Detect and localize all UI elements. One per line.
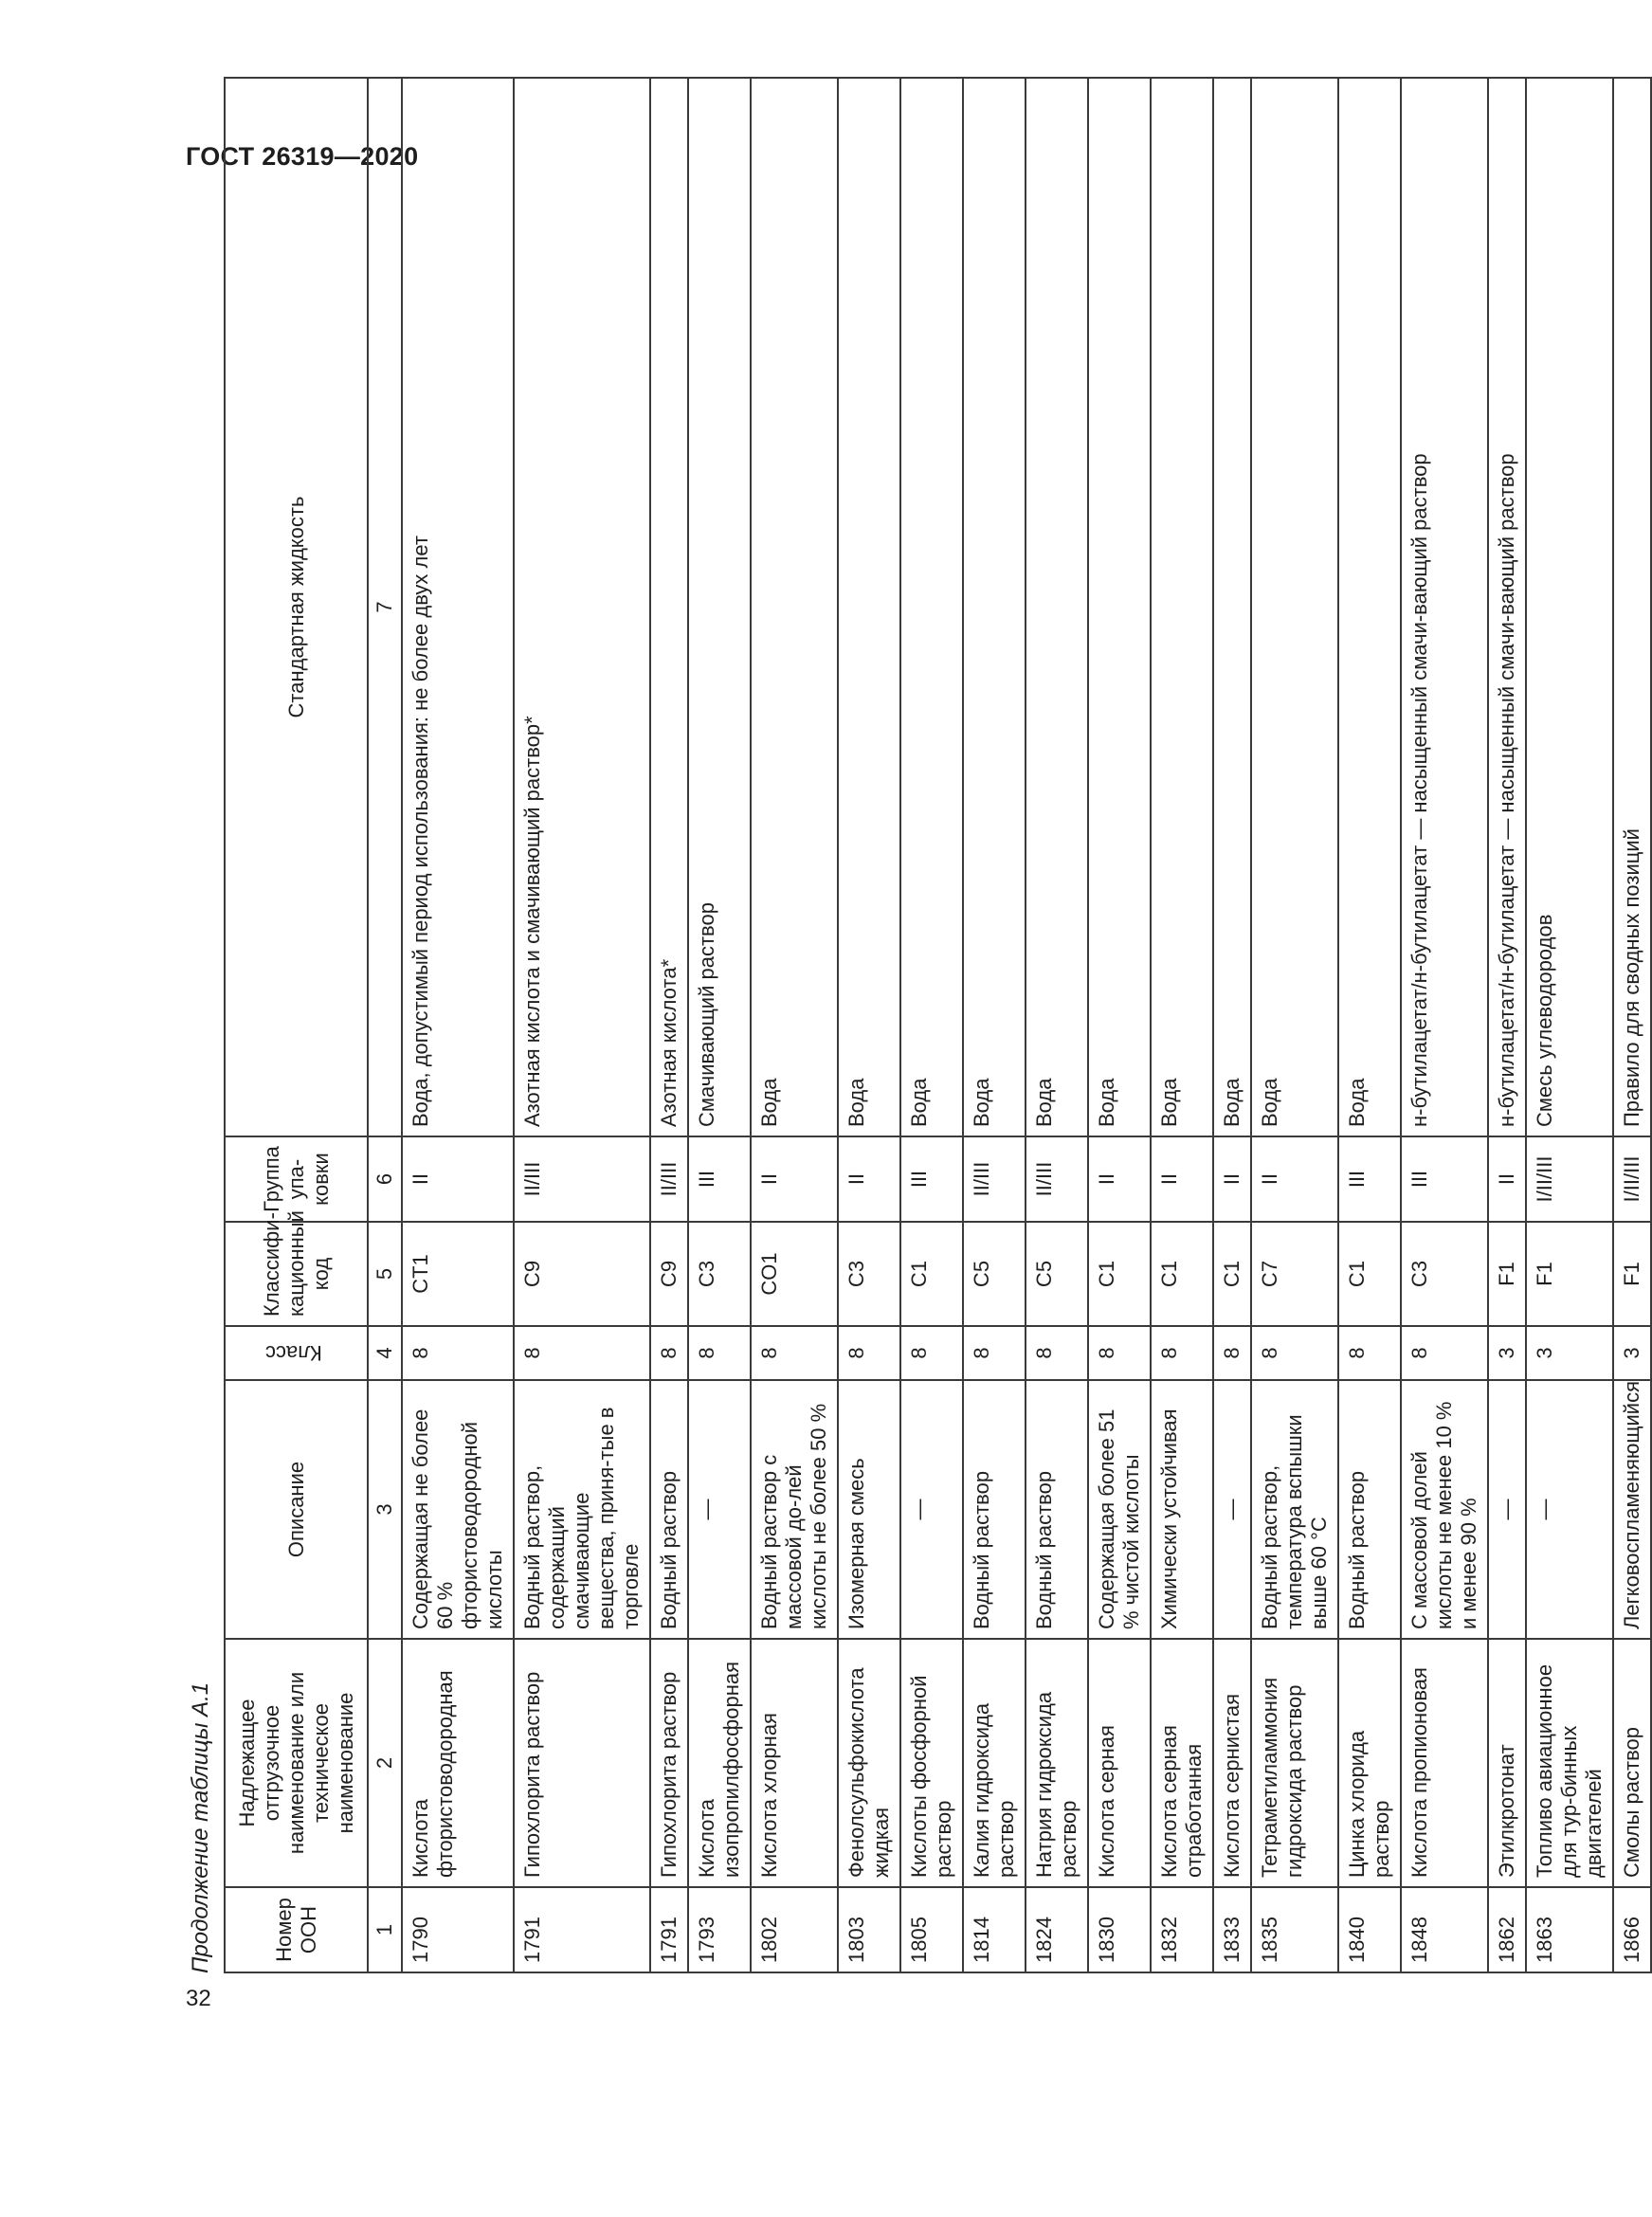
classification-code-cell: CT1	[402, 1222, 514, 1326]
table-row	[963, 78, 1026, 1972]
classification-code-cell: C7	[1251, 1222, 1338, 1326]
table-row	[1401, 78, 1488, 1972]
shipping-name-cell: Кислота серная отработанная	[1151, 1639, 1213, 1887]
standard-liquid-cell: Правило для сводных позиций	[1613, 78, 1651, 1136]
classification-code-cell: C9	[514, 1222, 650, 1326]
standard-liquid-cell: Смачивающий раствор	[688, 78, 751, 1136]
classification-code-cell: C3	[838, 1222, 900, 1326]
standard-liquid-cell: Вода	[838, 78, 900, 1136]
column-number: 3	[368, 1380, 402, 1639]
packing-group-cell: I/II/III	[1526, 1136, 1613, 1222]
shipping-name-cell: Кислота серная	[1088, 1639, 1151, 1887]
un-number-cell: 1814	[963, 1887, 1026, 1972]
standard-liquid-cell: н-бутилацетат/н-бутилацетат — насыщенный смачи-вающий раствор	[1401, 78, 1488, 1136]
shipping-name-cell: Кислота пропионовая	[1401, 1639, 1488, 1887]
description-cell: Водный раствор с массовой до-лей кислоты не более 50 %	[751, 1380, 838, 1639]
class-cell: 8	[1026, 1326, 1088, 1380]
classification-code-cell: C5	[1026, 1222, 1088, 1326]
document-header: ГОСТ 26319—2020	[186, 142, 419, 171]
packing-group-cell: III	[1338, 1136, 1401, 1222]
un-number-cell: 1866	[1613, 1887, 1651, 1972]
table-row	[402, 78, 514, 1972]
un-number-cell: 1832	[1151, 1887, 1213, 1972]
class-cell: 8	[1401, 1326, 1488, 1380]
description-cell: —	[1488, 1380, 1526, 1639]
table-row	[1026, 78, 1088, 1972]
table-row	[1613, 78, 1651, 1972]
shipping-name-cell: Кислота изопропилфосфорная	[688, 1639, 751, 1887]
table-row	[1251, 78, 1338, 1972]
standard-liquid-cell: Азотная кислота и смачивающий раствор*	[514, 78, 650, 1136]
description-cell: Содержащая более 51 % чистой кислоты	[1088, 1380, 1151, 1639]
standard-liquid-cell: Вода	[1251, 78, 1338, 1136]
table-row	[1151, 78, 1213, 1972]
table-row	[650, 78, 688, 1972]
classification-code-cell: C1	[1213, 1222, 1251, 1326]
header-class	[225, 1326, 368, 1380]
un-number-cell: 1791	[514, 1887, 650, 1972]
packing-group-cell: II	[1213, 1136, 1251, 1222]
shipping-name-cell: Этилкротонат	[1488, 1639, 1526, 1887]
shipping-name-cell: Кислоты фосфорной раствор	[900, 1639, 963, 1887]
un-number-cell: 1790	[402, 1887, 514, 1972]
description-cell: Водный раствор, температура вспышки выше 60 °С	[1251, 1380, 1338, 1639]
packing-group-cell: II/III	[514, 1136, 650, 1222]
standard-liquid-cell: Смесь углеводородов	[1526, 78, 1613, 1136]
class-cell: 8	[963, 1326, 1026, 1380]
description-cell: Водный раствор	[1026, 1380, 1088, 1639]
classification-code-cell: C1	[1151, 1222, 1213, 1326]
class-cell: 8	[1251, 1326, 1338, 1380]
class-cell: 8	[1151, 1326, 1213, 1380]
header-class-text: Класс	[264, 1341, 322, 1366]
header-packing-group: Группа упа-ковки	[225, 1136, 368, 1222]
table-row	[1088, 78, 1151, 1972]
shipping-name-cell: Топливо авиационное для тур-бинных двигателей	[1526, 1639, 1613, 1887]
un-number-cell: 1805	[900, 1887, 963, 1972]
un-number-cell: 1824	[1026, 1887, 1088, 1972]
description-cell: Водный раствор, содержащий смачивающие вещества, приня-тые в торговле	[514, 1380, 650, 1639]
column-number: 7	[368, 78, 402, 1136]
header-shipping-name: Надлежащее отгрузочное наименование или техническое наименование	[225, 1639, 368, 1887]
packing-group-cell: II	[1088, 1136, 1151, 1222]
packing-group-cell: II	[1488, 1136, 1526, 1222]
shipping-name-cell: Кислота сернистая	[1213, 1639, 1251, 1887]
shipping-name-cell: Натрия гидроксида раствор	[1026, 1639, 1088, 1887]
header-un-number: Номер ООН	[225, 1887, 368, 1972]
standard-liquid-cell: Вода	[1213, 78, 1251, 1136]
un-number-cell: 1830	[1088, 1887, 1151, 1972]
classification-code-cell: C5	[963, 1222, 1026, 1326]
packing-group-cell: III	[1401, 1136, 1488, 1222]
un-number-cell: 1833	[1213, 1887, 1251, 1972]
table-row	[1488, 78, 1526, 1972]
packing-group-cell: II/III	[1026, 1136, 1088, 1222]
packing-group-cell: II	[838, 1136, 900, 1222]
column-number-row	[368, 78, 402, 1972]
un-number-cell: 1803	[838, 1887, 900, 1972]
class-cell: 8	[838, 1326, 900, 1380]
un-number-cell: 1848	[1401, 1887, 1488, 1972]
description-cell: С массовой долей кислоты не менее 10 % и менее 90 %	[1401, 1380, 1488, 1639]
un-number-cell: 1840	[1338, 1887, 1401, 1972]
packing-group-cell: II	[402, 1136, 514, 1222]
shipping-name-cell: Тетраметиламмония гидроксида раствор	[1251, 1639, 1338, 1887]
class-cell: 3	[1488, 1326, 1526, 1380]
class-cell: 3	[1526, 1326, 1613, 1380]
description-cell: Содержащая не более 60 % фтористоводородной кислоты	[402, 1380, 514, 1639]
table-row	[900, 78, 963, 1972]
packing-group-cell: II	[1151, 1136, 1213, 1222]
classification-code-cell: F1	[1613, 1222, 1651, 1326]
un-number-cell: 1863	[1526, 1887, 1613, 1972]
shipping-name-cell: Гипохлорита раствор	[514, 1639, 650, 1887]
un-number-cell: 1793	[688, 1887, 751, 1972]
shipping-name-cell: Фенолсульфокислота жидкая	[838, 1639, 900, 1887]
standard-liquid-cell: Азотная кислота*	[650, 78, 688, 1136]
class-cell: 8	[1338, 1326, 1401, 1380]
table-row	[1526, 78, 1613, 1972]
packing-group-cell: II	[1251, 1136, 1338, 1222]
table-body	[402, 78, 1651, 1972]
classification-code-cell: C9	[650, 1222, 688, 1326]
description-cell: Легковоспламеняющийся	[1613, 1380, 1651, 1639]
class-cell: 8	[650, 1326, 688, 1380]
column-number: 1	[368, 1887, 402, 1972]
description-cell: Изомерная смесь	[838, 1380, 900, 1639]
packing-group-cell: I/II/III	[1613, 1136, 1651, 1222]
classification-code-cell: C1	[1088, 1222, 1151, 1326]
table-row	[838, 78, 900, 1972]
description-cell: Водный раствор	[1338, 1380, 1401, 1639]
header-standard-liquid: Стандартная жидкость	[225, 78, 368, 1136]
table-row	[688, 78, 751, 1972]
standard-liquid-cell: Вода	[1088, 78, 1151, 1136]
standard-liquid-cell: Вода	[1338, 78, 1401, 1136]
description-cell: Водный раствор	[963, 1380, 1026, 1639]
standard-liquid-cell: Вода	[1026, 78, 1088, 1136]
packing-group-cell: III	[900, 1136, 963, 1222]
header-classification-code: Классифи-кационный код	[225, 1222, 368, 1326]
description-cell: —	[900, 1380, 963, 1639]
classification-code-cell: C3	[688, 1222, 751, 1326]
un-number-cell: 1835	[1251, 1887, 1338, 1972]
standard-liquid-cell: Вода, допустимый период использования: не более двух лет	[402, 78, 514, 1136]
packing-group-cell: II/III	[963, 1136, 1026, 1222]
classification-code-cell: F1	[1488, 1222, 1526, 1326]
shipping-name-cell: Смолы раствор	[1613, 1639, 1651, 1887]
un-number-cell: 1802	[751, 1887, 838, 1972]
standard-liquid-cell: Вода	[900, 78, 963, 1136]
shipping-name-cell: Калия гидроксида раствор	[963, 1639, 1026, 1887]
standard-liquid-cell: н-бутилацетат/н-бутилацетат — насыщенный смачи-вающий раствор	[1488, 78, 1526, 1136]
packing-group-cell: II	[751, 1136, 838, 1222]
standard-liquid-cell: Вода	[751, 78, 838, 1136]
packing-group-cell: III	[688, 1136, 751, 1222]
column-number: 4	[368, 1326, 402, 1380]
description-cell: Водный раствор	[650, 1380, 688, 1639]
class-cell: 8	[514, 1326, 650, 1380]
shipping-name-cell: Цинка хлорида раствор	[1338, 1639, 1401, 1887]
header-row	[225, 78, 368, 1972]
description-cell: —	[688, 1380, 751, 1639]
classification-code-cell: C1	[900, 1222, 963, 1326]
table-row	[1213, 78, 1251, 1972]
class-cell: 8	[402, 1326, 514, 1380]
classification-code-cell: CO1	[751, 1222, 838, 1326]
un-number-cell: 1791	[650, 1887, 688, 1972]
description-cell: Химически устойчивая	[1151, 1380, 1213, 1639]
shipping-name-cell: Гипохлорита раствор	[650, 1639, 688, 1887]
rotated-table-block	[183, 68, 1643, 1973]
standard-liquids-table	[224, 77, 1652, 1973]
un-number-cell: 1862	[1488, 1887, 1526, 1972]
column-number: 5	[368, 1222, 402, 1326]
class-cell: 8	[1213, 1326, 1251, 1380]
classification-code-cell: F1	[1526, 1222, 1613, 1326]
standard-liquid-cell: Вода	[963, 78, 1026, 1136]
shipping-name-cell: Кислота хлорная	[751, 1639, 838, 1887]
shipping-name-cell: Кислота фтористоводородная	[402, 1639, 514, 1887]
table-row	[514, 78, 650, 1972]
classification-code-cell: C1	[1338, 1222, 1401, 1326]
column-number: 2	[368, 1639, 402, 1887]
packing-group-cell: II/III	[650, 1136, 688, 1222]
column-number: 6	[368, 1136, 402, 1222]
classification-code-cell: C3	[1401, 1222, 1488, 1326]
description-cell: —	[1526, 1380, 1613, 1639]
class-cell: 8	[1088, 1326, 1151, 1380]
class-cell: 8	[688, 1326, 751, 1380]
table-row	[751, 78, 838, 1972]
header-description: Описание	[225, 1380, 368, 1639]
class-cell: 3	[1613, 1326, 1651, 1380]
class-cell: 8	[751, 1326, 838, 1380]
page-number: 32	[186, 1986, 211, 2011]
description-cell: —	[1213, 1380, 1251, 1639]
table-row	[1338, 78, 1401, 1972]
standard-liquid-cell: Вода	[1151, 78, 1213, 1136]
class-cell: 8	[900, 1326, 963, 1380]
table-caption: Продолжение таблицы А.1	[188, 1681, 213, 1973]
